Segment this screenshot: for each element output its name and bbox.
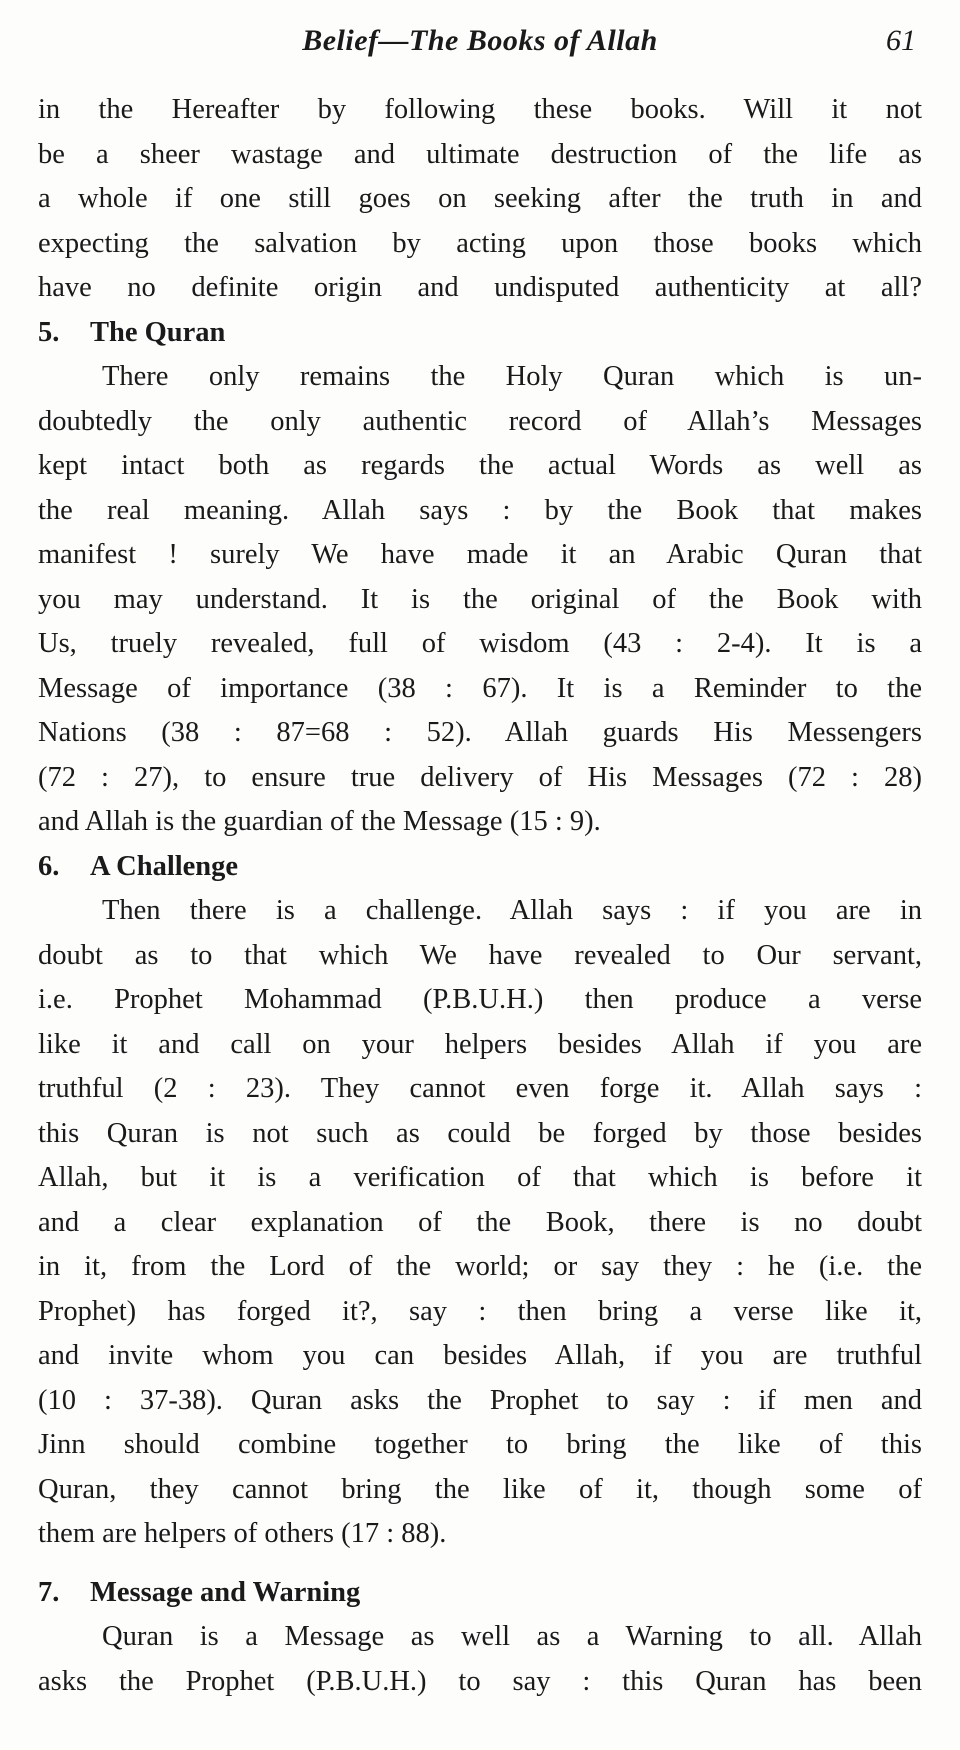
text-line: be a sheer wastage and ultimate destruction of the life as bbox=[38, 138, 922, 170]
text-line: doubt as to that which We have revealed to Our servant, bbox=[38, 939, 922, 971]
text-line: them are helpers of others (17 : 88). bbox=[38, 1518, 447, 1549]
page-header bbox=[40, 24, 920, 64]
section-gap bbox=[38, 1557, 922, 1571]
section-title: The Quran bbox=[90, 316, 226, 348]
text-line: the real meaning. Allah says : by the Book that makes bbox=[38, 494, 922, 526]
text-line: doubtedly the only authentic record of Allah’s Messages bbox=[38, 405, 922, 437]
text-line: Prophet) has forged it?, say : then bring a verse like it, bbox=[38, 1295, 922, 1327]
text-line: asks the Prophet (P.B.U.H.) to say : this Quran has been bbox=[38, 1665, 922, 1697]
section-heading-5 bbox=[38, 311, 922, 356]
text-line: There only remains the Holy Quran which is un- bbox=[102, 361, 922, 392]
body-text bbox=[38, 88, 922, 1704]
text-line: like it and call on your helpers besides Allah if you are bbox=[38, 1028, 922, 1060]
section-number: 7. bbox=[38, 1576, 60, 1608]
text-line: a whole if one still goes on seeking after the truth in and bbox=[38, 183, 922, 214]
text-line: Quran, they cannot bring the like of it, though some of bbox=[38, 1473, 922, 1505]
page-number: 61 bbox=[886, 24, 916, 57]
section-heading-7 bbox=[38, 1571, 922, 1616]
section-number: 6. bbox=[38, 850, 60, 882]
text-line: (72 : 27), to ensure true delivery of His Messages (72 : 28) bbox=[38, 761, 922, 793]
text-line: this Quran is not such as could be forged by those besides bbox=[38, 1117, 922, 1149]
text-line: in it, from the Lord of the world; or say they : he (i.e. the bbox=[38, 1251, 922, 1282]
running-title: Belief—The Books of Allah bbox=[302, 24, 658, 57]
section-title: Message and Warning bbox=[90, 1576, 361, 1608]
text-line: and Allah is the guardian of the Message (15 : 9). bbox=[38, 806, 601, 837]
text-line: kept intact both as regards the actual Words as well as bbox=[38, 450, 922, 481]
text-line: Jinn should combine together to bring the like of this bbox=[38, 1429, 922, 1460]
text-line: expecting the salvation by acting upon those books which bbox=[38, 227, 922, 259]
text-line: manifest ! surely We have made it an Arabic Quran that bbox=[38, 539, 922, 570]
text-line: truthful (2 : 23). They cannot even forge it. Allah says : bbox=[38, 1073, 922, 1104]
text-line: Allah, but it is a verification of that which is before it bbox=[38, 1162, 922, 1193]
text-line: Us, truely revealed, full of wisdom (43 : 2-4). It is a bbox=[38, 628, 922, 659]
text-line: in the Hereafter by following these books. Will it not bbox=[38, 94, 922, 125]
section-heading-6 bbox=[38, 845, 922, 890]
text-line: have no definite origin and undisputed authenticity at all? bbox=[38, 272, 922, 303]
text-line: i.e. Prophet Mohammad (P.B.U.H.) then produce a verse bbox=[38, 984, 922, 1015]
section-number: 5. bbox=[38, 316, 60, 348]
text-line: and invite whom you can besides Allah, if you are truthful bbox=[38, 1340, 922, 1371]
text-line: you may understand. It is the original of the Book with bbox=[38, 583, 922, 615]
text-line: Nations (38 : 87=68 : 52). Allah guards His Messengers bbox=[38, 717, 922, 748]
text-line: and a clear explanation of the Book, there is no doubt bbox=[38, 1206, 922, 1238]
section-title: A Challenge bbox=[90, 850, 239, 882]
text-line: (10 : 37-38). Quran asks the Prophet to say : if men and bbox=[38, 1384, 922, 1416]
text-line: Message of importance (38 : 67). It is a Reminder to the bbox=[38, 672, 922, 704]
text-line: Quran is a Message as well as a Warning to all. Allah bbox=[102, 1621, 922, 1652]
text-line: Then there is a challenge. Allah says : if you are in bbox=[102, 895, 922, 926]
